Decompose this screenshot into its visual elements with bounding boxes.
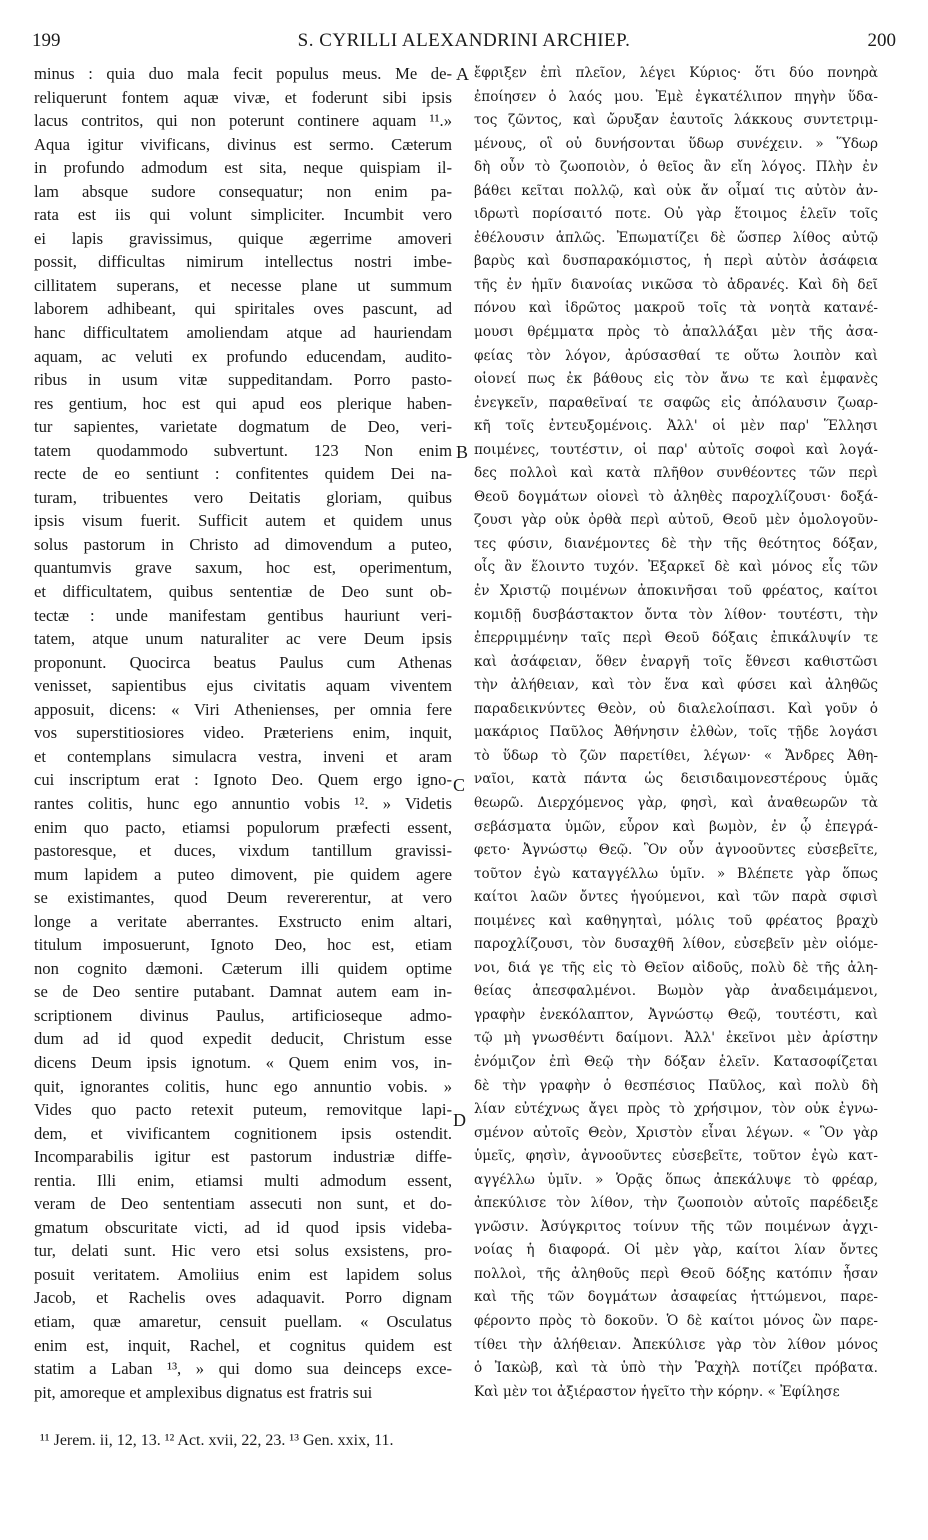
text-line: Jacob, et Rachelis oves adaquavit. Porro dignam: [34, 1288, 452, 1308]
text-line: τος ζῶντος, καὶ ὤρυξαν ἑαυτοῖς λάκκους συντετριμ-: [474, 112, 878, 129]
text-line: tatem, atque unum naturaliter ac vere Deum ipsis: [34, 629, 452, 649]
text-line: δες πολλοὶ καὶ κατὰ πλῆθον συνθέοντες τῶν περὶ: [474, 465, 878, 482]
text-line: dem, et vivificantem cognitionem ipsis ostendit.: [34, 1123, 452, 1143]
text-line: πόνου καὶ ἱδρῶτος μακροῦ τοῖς τὰ νοητὰ κατανέ-: [474, 300, 878, 317]
text-line: non cognito dæmoni. Cæterum illi quidem optime: [34, 958, 452, 978]
text-line: pit, amoreque et amplexibus dignatus est fratris sui: [34, 1382, 373, 1402]
text-line: dicens Deum ipsis ignotum. « Quem enim vos, in-: [34, 1052, 452, 1072]
text-line: ἐν Χριστῷ ποιμένων ἀποκινῆσαι τοῦ φρέατος, καίτοι: [474, 583, 878, 600]
text-line: rantes colitis, hunc ego annuntio vobis ¹². » Videtis: [34, 793, 452, 813]
text-line: θεωρῶ. Διερχόμενος γὰρ, φησὶ, καὶ ἀναθεωρῶν τὰ: [474, 794, 878, 811]
text-line: ὑμεῖς, φησὶν, ἀγνοοῦντες εὐσεβεῖτε, τοῦτον ἐγὼ κατ-: [474, 1148, 878, 1165]
text-line: πολλοὶ, τῆς ἀληθοῦς περὶ Θεοῦ δόξης κατόπιν ἦσαν: [474, 1265, 878, 1282]
text-line: solus pastorum in Christo ad dimovendum a puteo,: [34, 534, 452, 554]
text-line: tur sapientes, varietate dogmatum de Deo, veri-: [34, 417, 452, 437]
text-line: lacus contritos, qui non poterunt continere aquam ¹¹.»: [34, 111, 452, 131]
text-line: μένους, οἳ οὐ δυνήσονται ὕδωρ συνέχειν. » Ὕδωρ: [474, 135, 878, 152]
text-line: recte de eo sentiunt : confitentes quidem Dei na-: [34, 464, 452, 484]
text-line: τῆς ἐν ἡμῖν διανοίας νικῶσα τὸ ἀδρανές. Καὶ δὴ δεῖ: [474, 276, 878, 293]
text-line: θείας ἀπεσφαλμένοι. Βωμὸν γὰρ ἀναδειμάμενοι,: [474, 983, 878, 1000]
text-line: βαρὺς καὶ δυσπαρακόμιστος, ἡ περὶ αὐτὸν ἀσάφεια: [474, 253, 878, 270]
text-line: Καὶ μὲν τοι ἀξιέραστον ἡγεῖτο τὴν κόρην. « Ἐφίλησε: [474, 1383, 840, 1400]
text-line: rata est iis qui volunt simpliciter. Incumbit vero: [34, 205, 452, 225]
text-line: possit, difficultas nimirum intellectus nostri imbe-: [34, 252, 452, 272]
text-line: longe a veritate aberrantes. Exstructo enim altari,: [34, 911, 452, 931]
text-line: ποιμένες καὶ καθηγηταὶ, μόλις τοῦ φρέατος βραχὺ: [474, 912, 878, 929]
text-line: Vides quo pacto retexit puteum, removitque lapi-: [34, 1100, 452, 1120]
text-line: aquam, ac veluti ex profundo educendam, audito-: [34, 346, 452, 366]
footnotes: ¹¹ Jerem. ii, 12, 13. ¹² Act. xvii, 22, 23. ¹³ Gen. xxix, 11.: [40, 1432, 394, 1449]
text-line: pastoresque, et duces, vixdum tantillum gravissi-: [34, 841, 452, 861]
text-line: rentia. Illi enim, etiamsi multi admodum essent,: [34, 1170, 452, 1190]
text-line: posuit veritatem. Amoliius enim est lapidem solus: [34, 1264, 452, 1284]
text-line: tectæ : unde manifestam gentibus hauriunt veri-: [34, 605, 452, 625]
text-line: cui inscriptum erat : Ignoto Deo. Quem ergo igno-: [34, 770, 452, 790]
text-line: ποιμένες, τουτέστιν, οἱ παρ' αὐτοῖς σοφοὶ καὶ λογά-: [474, 441, 878, 458]
text-line: statim a Laban ¹³, » qui domo sua deinceps exce-: [34, 1359, 452, 1379]
text-line: λίαν εὐτέχνως ἄγει πρὸς τὸ χρήσιμον, τὸν οὐκ ἐγνω-: [474, 1101, 878, 1118]
text-line: ἐπερριμμένην ταῖς περὶ Θεοῦ δόξαις ἐπικάλυψίν τε: [474, 630, 878, 647]
text-line: τὴν ἀλήθειαν, καὶ τὸν ἕνα καὶ φύσει καὶ ἀληθῶς: [474, 677, 878, 694]
text-line: ιδρωτὶ πορίσαιτό ποτε. Οὐ γὰρ ἕτοιμος ἑλεῖν τοῖς: [474, 206, 878, 223]
text-line: γραφὴν ἐνεκόλαπτον, Ἀγνώστῳ Θεῷ, τουτέστι, καὶ: [474, 1006, 878, 1023]
text-line: ἐποίησεν ὁ λαός μου. Ἐμὲ ἐγκατέλιπον πηγὴν ὕδα-: [474, 88, 878, 105]
text-line: μακάριος Παῦλος Ἀθήνησιν ἐλθὼν, τοῖς τῇδε λογάσι: [474, 724, 878, 741]
margin-letter-d: D: [453, 1110, 466, 1130]
text-line: νοίας ἡ διαφορά. Οἱ μὲν γὰρ, καίτοι λίαν ὄντες: [474, 1242, 878, 1259]
text-line: tur, delati sunt. Hic vero etsi solus exsistens, pro-: [34, 1241, 452, 1261]
text-line: νοι, διά γε τῆς εἰς τὸ Θεῖον αἰδοῦς, πολὺ δὲ τῆς ἀλη-: [474, 959, 878, 976]
text-line: ἐνόμιζον ἐπὶ Θεῷ τὴν δόξαν ἑλεῖν. Κατασοφίζεται: [474, 1053, 878, 1070]
text-line: ei lapis gravissimus, quique ægerrime amoveri: [34, 228, 452, 248]
text-line: enim est, inquit, Rachel, et cognitus quidem est: [34, 1335, 452, 1355]
text-line: vos superstitiosiores video. Præteriens enim, inquit,: [34, 723, 452, 743]
text-line: καὶ ἀσάφειαν, ὅθεν ἐναργῆ τοῖς ἔθνεσι καθιστῶσι: [474, 653, 878, 670]
text-line: δὴ οὖν τὸ ζωοποιὸν, ὁ θεῖος ἂν εἴη λόγος. Πλὴν ἐν: [474, 159, 878, 176]
text-line: apposuit, dicens: « Viri Athenienses, per omnia fere: [34, 699, 452, 719]
text-line: Incomparabilis igitur est pastorum industriæ diffe-: [34, 1147, 452, 1167]
text-line: οἷς ἂν ἕλοιντο τυχόν. Ἐξαρκεῖ δὲ καὶ μόνος εἷς τῶν: [474, 559, 878, 576]
running-title: S. CYRILLI ALEXANDRINI ARCHIEP.: [297, 30, 631, 51]
text-line: quit, ignorantes colitis, hunc ego annuntio vobis. »: [34, 1076, 452, 1096]
text-line: ναῖοι, κατὰ πάντα ὡς δεισιδαιμονεστέρους ὑμᾶς: [474, 771, 878, 788]
text-line: et contemplans simulacra vestra, inveni et aram: [34, 746, 452, 766]
text-line: et difficultatem, quibus sententiæ de Deo sunt ob-: [34, 582, 452, 602]
text-line: καίτοι λαῶν ὄντες ἡγούμενοι, καὶ τῶν παρὰ σφισὶ: [474, 889, 878, 906]
text-line: hanc difficultatem amoliendam atque ad hauriendam: [34, 323, 452, 343]
text-line: cillitatem superans, et necesse plane ut summum: [34, 275, 452, 295]
running-header: [30, 30, 898, 60]
text-line: κῆ τοῖς ἐντευξομένοις. Ἀλλ' οἱ μὲν παρ' Ἕλλησι: [474, 418, 878, 435]
text-line: κομιδῇ δυσβάστακτον ὄντα τὸν λίθον· τουτέστι, τὴν: [474, 606, 878, 623]
text-line: res gentium, hoc est qui apud eos plerique haben-: [34, 393, 452, 413]
text-line: σμένον αὐτοῖς Θεὸν, Χριστὸν εἶναι λέγων. « Ὃν γὰρ: [474, 1124, 878, 1141]
text-line: βάθει κεῖται πολλῷ, καὶ οὐκ ἄν οἶμαί τις αὐτὸν ἀν-: [474, 182, 878, 199]
text-line: φείας τὸν λόγον, ἀρύσασθαί τε οὕτω λοιπὸν καὶ: [474, 347, 878, 364]
text-line: lam absque sudore consequatur; non enim pa-: [34, 181, 452, 201]
margin-letter-c: C: [453, 775, 466, 795]
text-line: τὸ ὕδωρ τὸ ζῶν παρετίθει, λέγων· « Ἄνδρες Ἀθη-: [474, 747, 878, 764]
text-line: dum ad id quod expedit deducit, Christum esse: [34, 1029, 452, 1049]
text-line: venisset, sapientibus ejus civitatis aquam viventem: [34, 676, 452, 696]
text-line: mum lapidem a puteo dimovent, pie quidem agere: [34, 864, 452, 884]
text-line: ἔφριξεν ἐπὶ πλεῖον, λέγει Κύριος· ὅτι δύο πονηρὰ: [474, 65, 878, 81]
text-line: τοῦτον ἐγὼ καταγγέλλω ὑμῖν. » Βλέπετε γὰρ ὅπως: [474, 865, 878, 882]
text-line: ὁ Ἰακὼβ, καὶ τὰ ὑπὸ τὴν Ῥαχὴλ ποτίζει πρόβατα.: [474, 1360, 878, 1377]
text-line: proponunt. Quocirca beatus Paulus cum Athenas: [34, 652, 452, 672]
text-line: titulum imposuerunt, Ignoto Deo, hoc est, etiam: [34, 935, 452, 955]
text-line: παραδεικνύντες Θεὸν, οὐ διαλελοίπασι. Καὶ γοῦν ὁ: [474, 700, 878, 717]
text-line: καὶ τῆς τῶν δογμάτων ἀσαφείας ἡττώμενοι, παρε-: [474, 1289, 878, 1306]
text-line: δὲ τὴν γραφὴν ὁ θεσπέσιος Παῦλος, καὶ πολὺ δὴ: [474, 1077, 878, 1094]
text-line: veram de Deo sententiam assecuti non sunt, et do-: [34, 1194, 452, 1214]
margin-letter-b: B: [456, 442, 469, 462]
text-line: se existimantes, quod Deum revererentur, at vero: [34, 888, 452, 908]
text-line: laborem adhibeant, qui spiritales oves pascunt, ad: [34, 299, 452, 319]
text-line: τίθει τὴν ἀλήθειαν. Ἀπεκύλισε γὰρ τὸν λίθον μόνος: [474, 1336, 878, 1353]
text-line: minus : quia duo mala fecit populus meus. Me de-: [34, 64, 452, 83]
text-line: Aqua igitur vivificans, divinus est sermo. Cæterum: [34, 134, 452, 154]
text-line: Θεοῦ δογμάτων οἱονεὶ τὸ ἀληθὲς παροχλίζουσι· δοξά-: [474, 488, 878, 505]
text-line: ἀπεκύλισε τὸν λίθον, τὴν ζωοποιὸν αὐτοῖς παρέδειξε: [474, 1195, 878, 1212]
text-line: se de Deo sentire putabant. Damnat autem eam in-: [34, 982, 452, 1002]
left-page-number: 199: [32, 30, 61, 51]
text-line: turam, tribuentes vero Deitatis gloriam, quibus: [34, 487, 452, 507]
margin-letter-a: A: [456, 64, 469, 84]
text-line: οἱονεί πως ἐκ βάθους εἰς τὸν ἄνω τε καὶ ἐμφανὲς: [474, 371, 878, 388]
text-line: ipsis visum fuerit. Sufficit autem et quidem unus: [34, 511, 452, 531]
text-line: gmatum obscuritate victi, ad id quod ipsis videba-: [34, 1217, 452, 1237]
text-line: quantumvis grave saxum, hoc est, operimentum,: [34, 558, 452, 578]
text-line: τῷ μὴ γνωσθέντι δαίμονι. Ἀλλ' ἐκεῖνοι μὲν ἀρίστην: [474, 1030, 878, 1047]
text-line: παροχλίζουσι, τὸν δυσαχθῆ λίθον, εὐσεβεῖν μὲν οἰόμε-: [474, 936, 878, 953]
greek-column: [474, 62, 878, 1404]
text-line: scriptionem divinus Paulus, artificioseque admo-: [34, 1005, 452, 1025]
right-page-number: 200: [867, 30, 896, 51]
text-line: φετο· Ἀγνώστῳ Θεῷ. Ὃν οὖν ἀγνοοῦντες εὐσεβεῖτε,: [474, 842, 878, 859]
text-line: tatem quodammodo subvertunt. 123 Non enim: [34, 440, 452, 460]
text-line: ἐνεγκεῖν, παραθεῖναί τε σαφῶς εἰς ἀπόλαυσιν ζωαρ-: [474, 394, 878, 411]
latin-column: [34, 62, 452, 1404]
text-line: reliquerunt fontem aquæ vivæ, et foderunt sibi ipsis: [34, 87, 452, 107]
text-line: ζουσι γὰρ οὐκ ὀρθὰ περὶ αὐτοῦ, Θεοῦ μὲν ὁμολογοῦν-: [474, 512, 878, 529]
text-line: μουσι θρέμματα πρὸς τὸ ἀπαλλάξαι μὲν τῆς ἀσα-: [474, 324, 878, 341]
text-line: etiam, quæ amaretur, censuit puellam. « Osculatus: [34, 1311, 452, 1331]
text-line: ribus in usum vitæ suppeditandam. Porro pasto-: [34, 370, 452, 390]
text-line: γνῶσιν. Ἀσύγκριτος τοίνυν τῆς τῶν ποιμένων ἀγχι-: [474, 1218, 878, 1235]
text-line: αγγέλλω ὑμῖν. » Ὁρᾷς ὅπως ἀπεκάλυψε τὸ φρέαρ,: [474, 1171, 878, 1188]
text-line: in profundo admodum est sita, neque quispiam il-: [34, 158, 452, 178]
text-line: σεβάσματα ὑμῶν, εὗρον καὶ βωμὸν, ἐν ᾧ ἐπεγρά-: [474, 818, 878, 835]
text-line: enim quo pacto, etiamsi populorum præfecti essent,: [34, 817, 452, 837]
text-line: ἐθέλουσιν ἁπλῶς. Ἐπωματίζει δὲ ὥσπερ λίθος αὐτῷ: [474, 229, 878, 246]
text-line: φέροντο πρὸς τὸ δοκοῦν. Ὁ δὲ καίτοι μόνος ὢν παρε-: [474, 1312, 878, 1329]
text-line: τες φύσιν, διανέμοντες δὲ τὴν τῆς θεότητος δόξαν,: [474, 535, 878, 552]
